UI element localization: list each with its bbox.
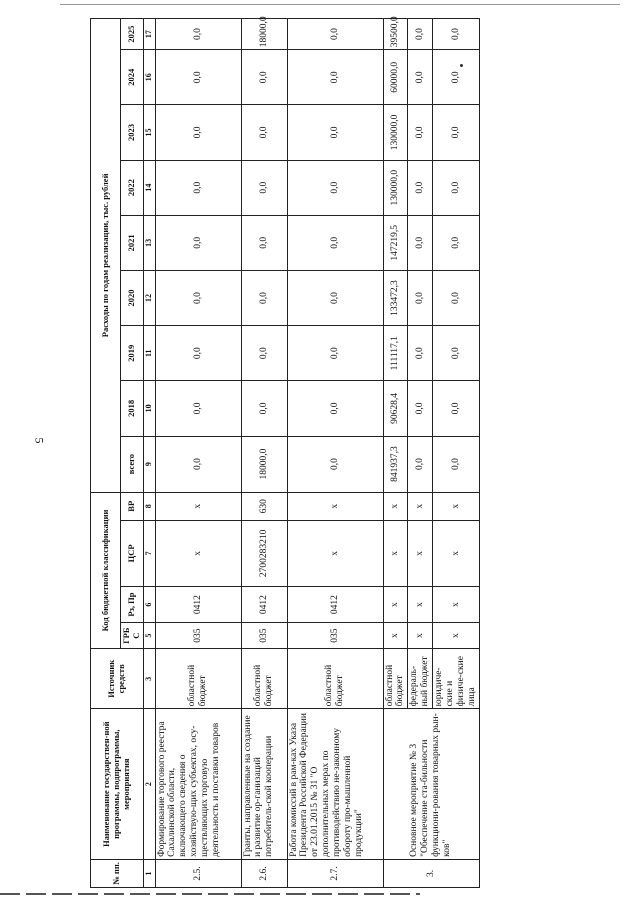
row-rzpr: 0412 bbox=[287, 587, 383, 623]
header-grbs: ГРБ С bbox=[121, 623, 144, 649]
col-index: 8 bbox=[143, 492, 155, 520]
row-value: 0,0 bbox=[155, 270, 241, 325]
row-source: областной бюджет bbox=[287, 649, 383, 709]
row-value: 0,0 bbox=[287, 215, 383, 270]
row-num: 2.6. bbox=[241, 859, 287, 887]
col-index: 2 bbox=[143, 709, 155, 860]
row-rzpr: 0412 bbox=[241, 587, 287, 623]
row-value: 0,0 bbox=[241, 160, 287, 215]
col-index: 12 bbox=[143, 270, 155, 325]
header-year: 2020 bbox=[121, 270, 144, 325]
row-num: 3. bbox=[383, 859, 479, 887]
row-grbs: x bbox=[433, 623, 480, 649]
row-vr: x bbox=[287, 492, 383, 520]
row-value: 0,0 bbox=[155, 326, 241, 381]
row-value: 90628,4 bbox=[383, 381, 408, 436]
col-index: 3 bbox=[143, 649, 155, 709]
row-value: 0,0 bbox=[241, 326, 287, 381]
row-csr: x bbox=[383, 520, 408, 586]
col-index: 9 bbox=[143, 436, 155, 492]
row-rzpr: x bbox=[408, 587, 433, 623]
row-rzpr: 0412 bbox=[155, 587, 241, 623]
row-value: 0,0 bbox=[241, 50, 287, 105]
col-index: 10 bbox=[143, 381, 155, 436]
header-year: 2024 bbox=[121, 50, 144, 105]
header-year: 2022 bbox=[121, 160, 144, 215]
row-rzpr: x bbox=[383, 587, 408, 623]
col-index: 5 bbox=[143, 623, 155, 649]
table-row bbox=[383, 19, 408, 888]
row-value: 0,0 bbox=[287, 160, 383, 215]
row-csr: 2700283210 bbox=[241, 520, 287, 586]
row-value: 130000,0 bbox=[383, 105, 408, 160]
row-name: Формирование торгового реестра Сахалинской области, включающего сведения о хозяйствую-щих субъектах, осу-ществляющих торговую деятельность и поставки товаров bbox=[155, 709, 241, 860]
row-value: 0,0 bbox=[408, 381, 433, 436]
row-value: 0,0 bbox=[287, 50, 383, 105]
row-name: Работа комиссий в рам-ках Указа Президента Российской Федерации от 23.01.2015 № 31 "О дополнительных мерах по противодействию не-законному обороту про-мышленной продукции" bbox=[287, 709, 383, 860]
row-source: областной бюджет bbox=[241, 649, 287, 709]
header-num: № пп. bbox=[91, 859, 144, 887]
table-row bbox=[155, 19, 241, 888]
row-vr: x bbox=[408, 492, 433, 520]
col-index: 13 bbox=[143, 215, 155, 270]
row-value: 0,0 bbox=[155, 215, 241, 270]
row-value: 0,0 bbox=[433, 105, 480, 160]
row-value: 0,0 bbox=[433, 19, 480, 50]
row-value: 39500,0 bbox=[383, 19, 408, 50]
row-source: юридиче-ские и физиче-ские лица bbox=[433, 649, 480, 709]
table-row bbox=[287, 19, 383, 888]
row-value: 0,0 bbox=[287, 436, 383, 492]
row-value: 147219,5 bbox=[383, 215, 408, 270]
row-value: 0,0 bbox=[408, 436, 433, 492]
row-value: 0,0 bbox=[433, 215, 480, 270]
row-value: 130000,0 bbox=[383, 160, 408, 215]
column-index-row bbox=[143, 19, 155, 888]
rotated-table-container bbox=[90, 18, 620, 888]
table-row bbox=[241, 19, 287, 888]
header-expenditures: Расходы по годам реализации, тыс. рублей bbox=[91, 19, 121, 493]
header-year: 2023 bbox=[121, 105, 144, 160]
header-kbk: Код бюджетной классификации bbox=[91, 492, 121, 649]
row-source: областной бюджет bbox=[383, 649, 408, 709]
col-index: 14 bbox=[143, 160, 155, 215]
row-value: 841937,3 bbox=[383, 436, 408, 492]
col-index: 16 bbox=[143, 50, 155, 105]
col-index: 11 bbox=[143, 326, 155, 381]
row-grbs: 035 bbox=[241, 623, 287, 649]
row-value: 111117,1 bbox=[383, 326, 408, 381]
row-value: 0,0 bbox=[408, 105, 433, 160]
header-year: 2018 bbox=[121, 381, 144, 436]
row-csr: x bbox=[433, 520, 480, 586]
row-vr: x bbox=[383, 492, 408, 520]
row-value: 0,0 bbox=[241, 215, 287, 270]
row-value: 0,0 bbox=[433, 160, 480, 215]
row-value: 0,0 bbox=[408, 270, 433, 325]
header-total: всего bbox=[121, 436, 144, 492]
header-year: 2025 bbox=[121, 19, 144, 50]
row-value: 0,0 bbox=[408, 326, 433, 381]
row-vr: 630 bbox=[241, 492, 287, 520]
row-source: областной бюджет bbox=[155, 649, 241, 709]
row-value: 0,0 bbox=[155, 160, 241, 215]
header-rzpr: Рз, Пр bbox=[121, 587, 144, 623]
col-index: 17 bbox=[143, 19, 155, 50]
header-year: 2019 bbox=[121, 326, 144, 381]
page-number: 5 bbox=[32, 437, 47, 444]
row-csr: x bbox=[408, 520, 433, 586]
col-index: 7 bbox=[143, 520, 155, 586]
row-value: 0,0 bbox=[241, 381, 287, 436]
row-value: 0,0 bbox=[155, 436, 241, 492]
row-value: 0,0 bbox=[408, 50, 433, 105]
row-value: 0,0 bbox=[433, 436, 480, 492]
row-value: 0,0 bbox=[433, 326, 480, 381]
scan-edge-top bbox=[60, 4, 620, 5]
scan-edge-bottom bbox=[0, 893, 420, 895]
header-year: 2021 bbox=[121, 215, 144, 270]
row-value: 0,0 bbox=[408, 160, 433, 215]
row-value: 0,0 bbox=[287, 105, 383, 160]
row-value: 60000,0 bbox=[383, 50, 408, 105]
row-value: 0,0 bbox=[241, 270, 287, 325]
row-value: 0,0 bbox=[408, 215, 433, 270]
row-value: 0,0 bbox=[155, 105, 241, 160]
row-value: 0,0 bbox=[287, 19, 383, 50]
row-vr: x bbox=[155, 492, 241, 520]
row-num: 2.7. bbox=[287, 859, 383, 887]
row-grbs: x bbox=[383, 623, 408, 649]
row-grbs: 035 bbox=[155, 623, 241, 649]
row-csr: x bbox=[155, 520, 241, 586]
header-csr: ЦСР bbox=[121, 520, 144, 586]
row-value: 0,0 bbox=[287, 381, 383, 436]
row-rzpr: x bbox=[433, 587, 480, 623]
row-value: 0,0 bbox=[155, 50, 241, 105]
row-value: 0,0 bbox=[241, 105, 287, 160]
row-num: 2.5. bbox=[155, 859, 241, 887]
row-source: федераль-ный бюджет bbox=[408, 649, 433, 709]
row-name: Основное мероприятие № 3 "Обеспечение ста-бильности функциони-рования товарных рын-ков" bbox=[383, 709, 479, 860]
expenditure-table bbox=[90, 18, 480, 888]
row-value: 0,0 bbox=[433, 270, 480, 325]
col-index: 6 bbox=[143, 587, 155, 623]
header-name: Наименование государствен-ной программы, подпрограммы, мероприятия bbox=[91, 709, 144, 860]
row-value: 0,0 bbox=[287, 270, 383, 325]
row-value: 18000,0 bbox=[241, 436, 287, 492]
header-vr: ВР bbox=[121, 492, 144, 520]
col-index: 15 bbox=[143, 105, 155, 160]
row-value: 0,0 bbox=[287, 326, 383, 381]
row-value: 18000,0 bbox=[241, 19, 287, 50]
row-value: 133472,3 bbox=[383, 270, 408, 325]
header-source: Источник средств bbox=[91, 649, 144, 709]
row-grbs: 035 bbox=[287, 623, 383, 649]
row-value: 0,0 bbox=[433, 381, 480, 436]
row-value: 0,0 bbox=[433, 50, 480, 105]
row-vr: x bbox=[433, 492, 480, 520]
col-index: 1 bbox=[143, 859, 155, 887]
row-value: 0,0 bbox=[155, 381, 241, 436]
row-value: 0,0 bbox=[408, 19, 433, 50]
row-csr: x bbox=[287, 520, 383, 586]
row-grbs: x bbox=[408, 623, 433, 649]
row-value: 0,0 bbox=[155, 19, 241, 50]
row-name: Гранты, направленные на создание и развитие ор-ганизаций потребитель-ской кооперации bbox=[241, 709, 287, 860]
